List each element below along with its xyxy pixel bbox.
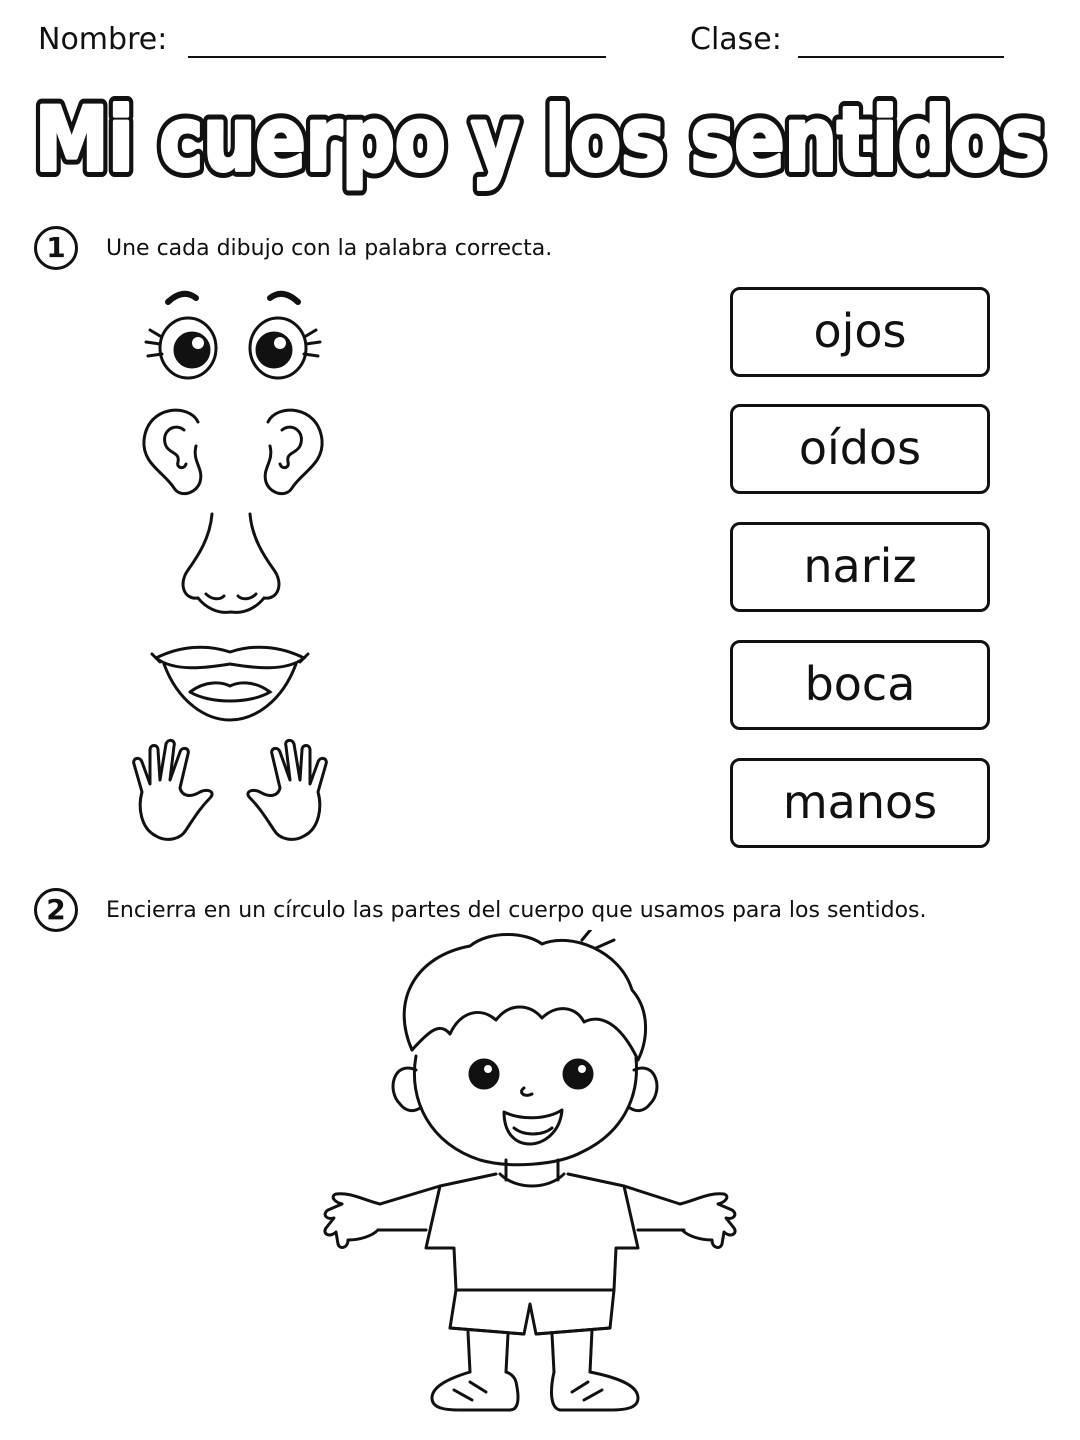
word-box-nariz[interactable]: nariz <box>730 522 990 612</box>
title-outline: Mi cuerpo y los sentidos <box>35 88 1045 191</box>
nose-icon[interactable] <box>176 508 286 620</box>
class-label: Clase: <box>690 22 782 57</box>
boy-illustration[interactable] <box>320 930 740 1420</box>
eyes-icon[interactable] <box>138 286 328 386</box>
exercise-1-number: 1 <box>34 226 78 270</box>
mouth-icon[interactable] <box>150 642 310 726</box>
class-answer-line[interactable] <box>798 56 1004 58</box>
exercise-1-instruction: Une cada dibujo con la palabra correcta. <box>106 236 553 261</box>
title-fill: Mi cuerpo y los sentidos <box>35 88 1045 191</box>
name-label: Nombre: <box>38 22 168 57</box>
name-answer-line[interactable] <box>188 56 606 58</box>
word-box-oidos[interactable]: oídos <box>730 404 990 494</box>
word-box-boca[interactable]: boca <box>730 640 990 730</box>
ears-icon[interactable] <box>138 402 328 498</box>
hands-icon[interactable] <box>126 736 336 846</box>
exercise-2-instruction: Encierra en un círculo las partes del cuerpo que usamos para los sentidos. <box>106 898 927 923</box>
worksheet-title <box>20 72 1060 202</box>
word-box-ojos[interactable]: ojos <box>730 287 990 377</box>
word-box-manos[interactable]: manos <box>730 758 990 848</box>
exercise-2-number: 2 <box>34 888 78 932</box>
